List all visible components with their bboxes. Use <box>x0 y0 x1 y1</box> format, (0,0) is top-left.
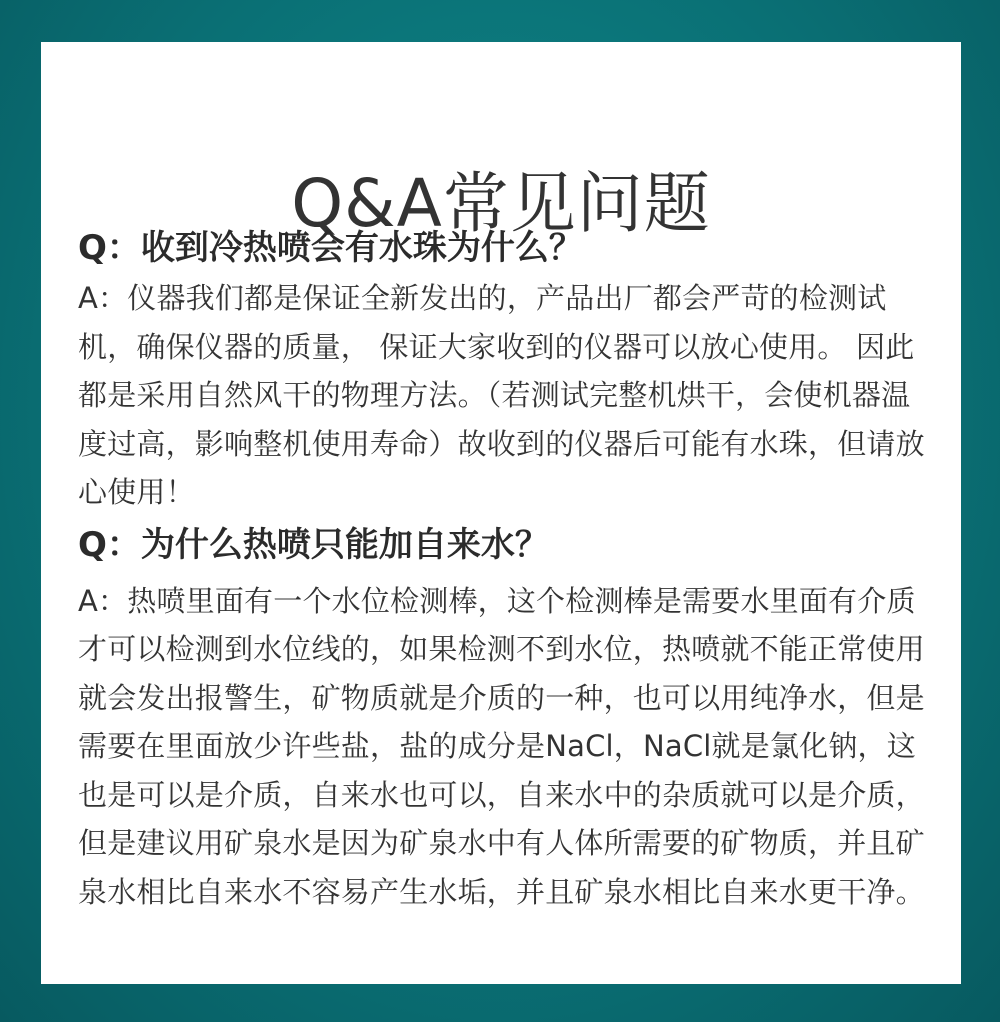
faq-item <box>78 222 938 517</box>
faq-answer: A：仪器我们都是保证全新发出的，产品出厂都会严苛的检测试机，确保仪器的质量， 保证大家收到的仪器可以放心使用。 因此都是采用自然风干的物理方法。（若测试完整机烘干，会使机器温度过高，影响整机使用寿命）故收到的仪器后可能有水珠，但请放心使用！ <box>78 281 925 509</box>
faq-list <box>78 222 938 916</box>
faq-item <box>78 519 938 917</box>
faq-question: Q：为什么热喷只能加自来水？ <box>78 524 549 565</box>
page-title: Q&A常见问题 <box>291 165 711 243</box>
faq-question: Q：收到冷热喷会有水珠为什么？ <box>78 228 583 268</box>
qa-card <box>41 42 961 984</box>
faq-answer: A：热喷里面有一个水位检测棒，这个检测棒是需要水里面有介质才可以检测到水位线的，如果检测不到水位，热喷就不能正常使用就会发出报警生，矿物质就是介质的一种，也可以用纯净水，但是需要在里面放少许些盐，盐的成分是NaCl，NaCl就是氯化钠，这也是可以是介质，自来水也可以，自来水中的杂质就可以是介质，但是建议用矿泉水是因为矿泉水中有人体所需要的矿物质，并且矿泉水相比自来水不容易产生水垢，并且矿泉水相比自来水更干净。 <box>78 583 925 909</box>
